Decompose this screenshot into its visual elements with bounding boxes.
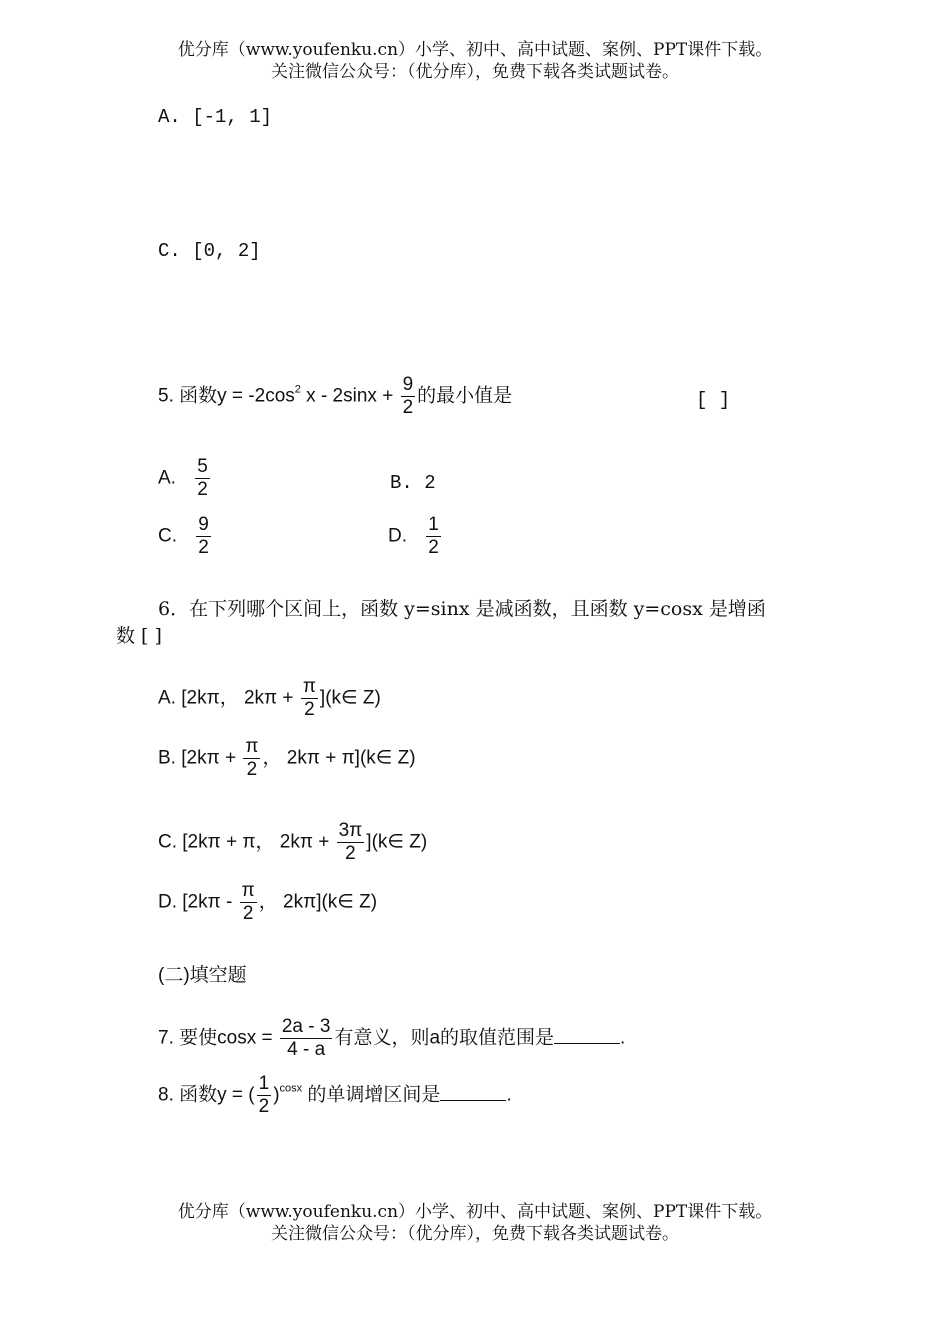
q6-option-d-part1: [2kπ - (182, 891, 233, 913)
q8-close-paren: ) (273, 1084, 280, 1106)
q5-suffix: 的最小值是 (417, 385, 513, 407)
q4-option-c: C. [0, 2] (158, 240, 261, 262)
q4-option-a: A. [-1, 1] (158, 106, 273, 128)
q6-option-b-num: π (245, 736, 259, 757)
q5-exponent: 2 (294, 383, 301, 396)
q6-option-d (158, 880, 377, 925)
q6-option-a-num: π (302, 676, 316, 697)
q6-option-b-fraction (243, 736, 260, 781)
q5-frac-den: 2 (402, 397, 414, 418)
q5-prefix: 函数y = -2cos (179, 385, 295, 407)
q8-end: . (506, 1084, 512, 1106)
q6-option-d-part2: ， 2kπ](k∈ Z) (258, 891, 378, 913)
q5-stem (158, 374, 512, 419)
header-line-2: 关注微信公众号：（优分库），免费下载各类试题试卷。 (271, 62, 679, 82)
q5-option-c-num: 9 (198, 514, 209, 535)
q6-stem-line-1: 6．在下列哪个区间上，函数 y=sinx 是减函数，且函数 y=cosx 是增函 (158, 598, 766, 620)
q6-option-c-part2: ](k∈ Z) (366, 831, 428, 853)
q5-option-a-label: A. (158, 467, 176, 489)
q5-option-d-label: D. (388, 525, 407, 547)
q6-option-c-part1: [2kπ + π， 2kπ + (182, 831, 330, 853)
q6-option-a (158, 676, 381, 721)
q5-option-a-num: 5 (197, 456, 208, 477)
q6-option-a-den: 2 (304, 699, 315, 720)
q5-option-b-label: B. (390, 472, 413, 494)
q5-option-a-fraction (195, 456, 210, 501)
q5-option-a (158, 456, 212, 501)
q5-option-c-den: 2 (198, 537, 209, 558)
q6-option-b-den: 2 (246, 759, 258, 780)
q6-option-a-label: A. (158, 687, 176, 709)
q6-option-c-den: 2 (345, 843, 356, 864)
footer-line-1: 优分库（www.youfenku.cn）小学、初中、高中试题、案例、PPT课件下载。 (177, 1202, 773, 1222)
q8-frac-den: 2 (258, 1096, 270, 1117)
q8-prefix: 8. 函数y = ( (158, 1084, 255, 1106)
q5-fraction (401, 374, 416, 419)
q8-exponent: cosx (279, 1082, 303, 1095)
q6-stem-line-2: 数 [ ] (116, 625, 162, 647)
q6-option-d-num: π (241, 880, 255, 901)
q6-option-a-part1: [2kπ， 2kπ + (181, 687, 294, 709)
q7-prefix: 7. 要使cosx = (158, 1027, 273, 1049)
q8-answer-blank[interactable] (440, 1082, 506, 1101)
q6-option-d-fraction (240, 880, 257, 925)
q7-answer-blank[interactable] (554, 1025, 620, 1044)
q5-option-c (158, 514, 213, 559)
q8-suffix: 的单调增区间是 (307, 1084, 441, 1106)
q6-option-d-label: D. (158, 891, 177, 913)
section-title: (二)填空题 (158, 965, 247, 986)
q5-option-c-fraction (196, 514, 211, 559)
q7-suffix: 有意义，则a的取值范围是 (334, 1027, 555, 1049)
q6-option-a-fraction (301, 676, 318, 721)
q5-option-a-den: 2 (197, 479, 208, 500)
q6-option-b (158, 736, 416, 781)
q6-option-a-part2: ](k∈ Z) (319, 687, 381, 709)
q6-option-c-fraction (337, 820, 365, 865)
q6-option-c (158, 820, 427, 865)
q7-frac-den: 4 - a (287, 1039, 326, 1060)
q5-answer-bracket: [ ] (696, 389, 731, 411)
q8-fraction (257, 1073, 272, 1118)
q8-frac-num: 1 (258, 1073, 270, 1094)
q5-option-d (388, 514, 443, 559)
q6-option-c-label: C. (158, 831, 177, 853)
q7-end: . (620, 1027, 626, 1049)
q6-option-b-part1: [2kπ + (181, 747, 237, 769)
q6-option-b-label: B. (158, 747, 176, 769)
q6-option-c-num: 3π (338, 820, 363, 841)
q5-middle: x - 2sinx + (306, 385, 394, 407)
q5-option-c-label: C. (158, 525, 177, 547)
q7-stem (158, 1016, 625, 1061)
q5-option-d-num: 1 (428, 514, 439, 535)
q5-option-d-den: 2 (428, 537, 439, 558)
q7-fraction (280, 1016, 333, 1061)
q5-option-b (390, 472, 436, 494)
q6-option-d-den: 2 (242, 903, 254, 924)
q5-number: 5. (158, 385, 174, 407)
q5-option-b-value: 2 (424, 472, 436, 494)
q6-option-b-part2: ， 2kπ + π](k∈ Z) (262, 747, 416, 769)
q8-stem (158, 1073, 512, 1118)
header-line-1: 优分库（www.youfenku.cn）小学、初中、高中试题、案例、PPT课件下载。 (177, 40, 773, 60)
footer-line-2: 关注微信公众号：（优分库），免费下载各类试题试卷。 (271, 1224, 679, 1244)
q5-frac-num: 9 (402, 374, 414, 395)
q7-frac-num: 2a - 3 (281, 1016, 331, 1037)
q5-option-d-fraction (426, 514, 441, 559)
